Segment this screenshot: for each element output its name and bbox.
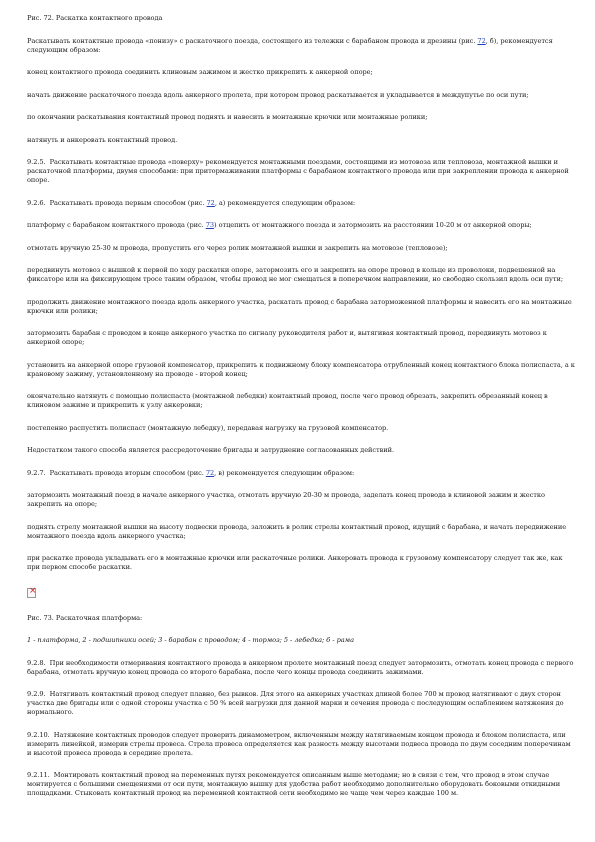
text: платформу с барабаном контактного провода (рис. [27,221,206,229]
paragraph [27,392,575,410]
section-paragraph [27,690,575,717]
paragraph [27,244,575,253]
figure-link[interactable]: 72 [477,36,486,45]
paragraph [27,361,575,379]
section-number: 9.2.9. [27,690,46,698]
text: Раскатывать провода первым способом (рис. [49,198,207,207]
text: передвинуть мотовоз с вышкой к первой по ходу раскатки опоре, затормозить его и закрепить на опоре провод в кольце из проволоки, подвешенной на фиксаторе или на фиксирующем тросе таким образом, чтобы провод не мог смещаться в поперечном направлении, но свободно скользил вдоль оси пути; [27,266,563,283]
text: Раскатывать провода вторым способом (рис. [49,468,206,477]
text: Рис. 73. Раскаточная платформа: [27,613,143,622]
paragraph [27,446,575,455]
section-number: 9.2.8. [27,658,46,667]
text: поднять стрелу монтажной вышки на высоту подвески провода, заложить в ролик стрелы контактный провод, идущий с барабана, и начать передвижение монтажного поезда вдоль анкерного участка; [27,522,567,540]
text: при раскатке провода укладывать его в монтажные крючки или раскаточные ролики. Анкеровать провода к грузовому компенсатору следует так же, как при первом способе раскатки. [27,554,563,571]
figure-legend [27,636,575,645]
paragraph [27,37,575,55]
paragraph [27,554,575,572]
text: окончательно натянуть с помощью полиспаста (монтажной лебедки) контактный провод, после чего провод обрезать, закрепить обрезанный конец в клиновом зажиме и прикрепить к узлу анкеровки; [27,392,548,409]
text: по окончании раскатывания контактный провод поднять и навесить в монтажные крючки или монтажные ролики; [27,113,428,121]
text: затормозить барабан с проводом в конце анкерного участка по сигналу руководителя работ и, вытягивая контактный провод, передвинуть мотовоз к анкерной опоре; [27,329,547,346]
section-paragraph [27,771,575,798]
text: Раскатывать контактные провода «понизу» с раскаточного поезда, состоящего из тележки с барабаном провода и дрезины (рис. [27,36,478,45]
paragraph [27,68,575,77]
paragraph [27,424,575,433]
text: отмотать вручную 25-30 м провода, пропустить его через ролик монтажной вышки и закрепить на мотовозе (тепловозе); [27,243,448,252]
text: ) отцепить от монтажного поезда и затормозить на расстоянии 10-20 м от анкерной опоры; [214,221,532,229]
text: установить на анкерной опоре грузовой компенсатор, прикрепить к подвижному блоку компенсатора отрубленный конец контактного блока полиспаста, а к крановому зажиму, установленному на проводе - второй конец; [27,360,575,378]
section-number: 9.2.5. [27,158,46,166]
section-paragraph [27,731,575,758]
paragraph [27,298,575,316]
text: При необходимости отмеривания контактного провода в анкерном пролете монтажный поезд следует затормозить, отмотать конец провода с первого барабана, отмотать вручную конец провода со второго барабана, после чего концы провода соединить зажимами. [27,658,574,676]
paragraph [27,523,575,541]
figure-link[interactable]: 73 [205,221,214,229]
section-number: 9.2.10. [27,730,50,739]
text: постепенно распустить полиспаст (монтажную лебедку), передавая нагрузку на грузовой компенсатор. [27,423,389,432]
paragraph [27,329,575,347]
section-number: 9.2.7. [27,468,46,477]
section-paragraph [27,659,575,677]
figure-caption [27,614,575,623]
text: Рис. 72. Раскатка контактного провода [27,14,163,22]
section-number: 9.2.6. [27,198,46,207]
paragraph [27,491,575,509]
text: , а) рекомендуется следующим образом: [214,198,356,207]
text: , б), рекомендуется следующим образом: [27,36,553,54]
text: Монтировать контактный провод на переменных путях рекомендуется описанным выше методами; но в связи с тем, что провод в этом случае монтируется с большими смещениями от оси пути, монтажную вышку для удобства работ необходимо дополнительно оборудовать боковыми откидными площадками. Стыковать контактный провод на переменной контактной сети необходимо не чаще чем через каждые 100 м. [27,771,561,797]
text: Натяжение контактных проводов следует проверить динамометром, включенным между натягиваемым концом провода и блоком полиспаста, или измерить линейкой, измерив стрелы провеса. Стрела провеса определяется как разность между высотами подвеса провода по двум соседним поперечинам и высотой провеса провода в середине пролета. [27,730,571,757]
text: натянуть и анкеровать контактный провод. [27,135,178,144]
text: начать движение раскаточного поезда вдоль анкерного пролета, при котором провод раскатывается и укладывается в междупутье по оси пути; [27,90,529,99]
section-paragraph [27,158,575,185]
text: Натягивать контактный провод следует плавно, без рывков. Для этого на анкерных участках длиной более 700 м провод натягивают с двух сторон участка две бригады или с одной стороны участка с 50 % всей нагрузки для данной марки и сечения провода с последующим ослаблением натяжения до нормального. [27,690,564,716]
paragraph [27,91,575,100]
figure-link[interactable]: 72 [205,468,215,477]
paragraph [27,266,575,284]
paragraph [27,221,575,230]
broken-image-placeholder [27,586,575,614]
paragraph [27,136,575,145]
text: , в) рекомендуется следующим образом: [214,468,355,477]
broken-image-icon [27,588,36,598]
figure-caption [27,14,575,23]
text: затормозить монтажный поезд в начале анкерного участка, отмотать вручную 20-30 м провода, заделать конец провода в клиновой зажим и жестко закрепить на опоре; [27,491,545,508]
text: конец контактного провода соединить клиновым зажимом и жестко прикрепить к анкерной опоре; [27,68,373,76]
text: Раскатывать контактные провода «поверху» рекомендуется монтажными поездами, состоящими из мотовоза или тепловоза, монтажной вышки и раскаточной платформы, двумя способами: при притормаживании платформы с барабаном контактного провода или при закреплении провода к анкерной опоре. [27,158,569,184]
text: Недостатком такого способа является рассредоточение бригады и затруднение согласованных действий. [27,446,395,454]
text: продолжить движение монтажного поезда вдоль анкерного участка, раскатать провод с барабана заторможенной платформы и навесить его на монтажные крючки или ролики; [27,297,572,315]
section-paragraph [27,199,575,208]
section-number: 9.2.11. [27,771,50,779]
figure-link[interactable]: 72 [206,198,215,207]
paragraph [27,113,575,122]
section-paragraph [27,469,575,478]
text: 1 - платформа, 2 - подшипники осей; 3 - барабан с проводом; 4 - тормоз; 5 - лебедка; 6 - рама [27,636,354,644]
